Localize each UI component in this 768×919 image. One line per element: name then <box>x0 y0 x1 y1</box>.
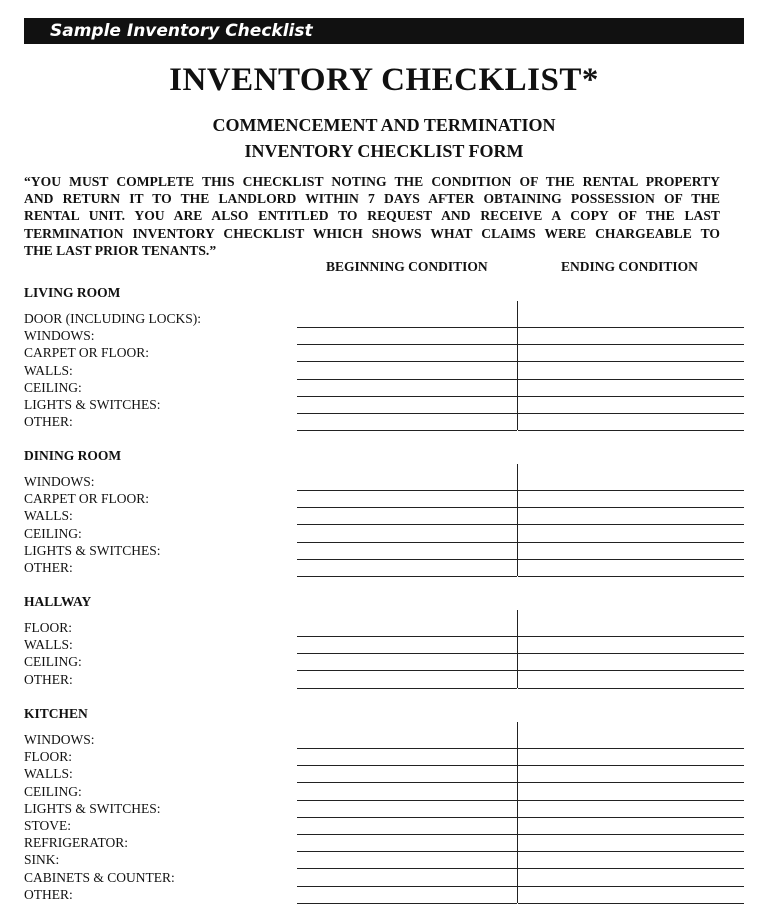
beginning-condition-line[interactable] <box>297 851 517 852</box>
ending-condition-line[interactable] <box>518 542 744 543</box>
beginning-condition-line[interactable] <box>297 765 517 766</box>
item-label: CEILING: <box>24 654 82 670</box>
column-divider <box>517 464 518 576</box>
item-label: FLOOR: <box>24 749 73 765</box>
item-label: CEILING: <box>24 525 82 541</box>
item-label: WALLS: <box>24 362 73 378</box>
beginning-condition-line[interactable] <box>297 430 517 431</box>
beginning-condition-line[interactable] <box>297 653 517 654</box>
beginning-condition-line[interactable] <box>297 327 517 328</box>
beginning-condition-line[interactable] <box>297 542 517 543</box>
item-label: OTHER: <box>24 671 73 687</box>
beginning-condition-line[interactable] <box>297 413 517 414</box>
beginning-condition-header: BEGINNING CONDITION <box>326 259 488 274</box>
section-title: LIVING ROOM <box>24 285 121 300</box>
column-divider <box>517 301 518 430</box>
item-label: SINK: <box>24 852 60 868</box>
ending-condition-line[interactable] <box>518 851 744 852</box>
notice-line: THE LAST PRIOR TENANTS.” <box>24 242 217 258</box>
ending-condition-line[interactable] <box>518 379 744 380</box>
ending-condition-line[interactable] <box>518 636 744 637</box>
ending-condition-line[interactable] <box>518 886 744 887</box>
item-label: WINDOWS: <box>24 474 95 489</box>
ending-condition-line[interactable] <box>518 576 744 577</box>
beginning-condition-line[interactable] <box>297 782 517 783</box>
ending-condition-line[interactable] <box>518 748 744 749</box>
ending-condition-line[interactable] <box>518 413 744 414</box>
beginning-condition-line[interactable] <box>297 361 517 362</box>
notice-line: “YOU MUST COMPLETE THIS CHECKLIST NOTING THE CONDITION OF THE RENTAL PROPERTY <box>24 174 720 189</box>
beginning-condition-line[interactable] <box>297 834 517 835</box>
ending-condition-line[interactable] <box>518 507 744 508</box>
ending-condition-line[interactable] <box>518 782 744 783</box>
item-label: OTHER: <box>24 414 73 430</box>
ending-condition-line[interactable] <box>518 653 744 654</box>
ending-condition-line[interactable] <box>518 765 744 766</box>
beginning-condition-line[interactable] <box>297 800 517 801</box>
beginning-condition-line[interactable] <box>297 490 517 491</box>
page-title: INVENTORY CHECKLIST* <box>169 62 599 98</box>
beginning-condition-line[interactable] <box>297 344 517 345</box>
beginning-condition-line[interactable] <box>297 670 517 671</box>
section-title: HALLWAY <box>24 594 92 609</box>
ending-condition-line[interactable] <box>518 834 744 835</box>
beginning-condition-line[interactable] <box>297 903 517 904</box>
ending-condition-line[interactable] <box>518 559 744 560</box>
beginning-condition-line[interactable] <box>297 507 517 508</box>
ending-condition-line[interactable] <box>518 396 744 397</box>
column-divider <box>517 722 518 903</box>
item-label: CEILING: <box>24 783 82 799</box>
ending-condition-line[interactable] <box>518 361 744 362</box>
item-label: FLOOR: <box>24 620 73 635</box>
beginning-condition-line[interactable] <box>297 559 517 560</box>
item-label: DOOR (INCLUDING LOCKS): <box>24 311 201 326</box>
beginning-condition-line[interactable] <box>297 748 517 749</box>
beginning-condition-line[interactable] <box>297 524 517 525</box>
ending-condition-line[interactable] <box>518 688 744 689</box>
item-label: WINDOWS: <box>24 328 95 344</box>
section-title: KITCHEN <box>24 706 88 721</box>
item-label: CEILING: <box>24 379 82 395</box>
item-label: OTHER: <box>24 560 73 575</box>
subtitle-line-2: INVENTORY CHECKLIST FORM <box>244 141 524 161</box>
beginning-condition-line[interactable] <box>297 886 517 887</box>
item-label: CARPET OR FLOOR: <box>24 491 150 507</box>
ending-condition-line[interactable] <box>518 490 744 491</box>
ending-condition-line[interactable] <box>518 430 744 431</box>
notice-line: TERMINATION INVENTORY CHECKLIST WHICH SHOWS WHAT CLAIMS WERE CHARGEABLE TO <box>24 225 720 241</box>
item-label: REFRIGERATOR: <box>24 835 129 851</box>
header-banner <box>24 18 744 44</box>
ending-condition-header: ENDING CONDITION <box>561 259 698 274</box>
ending-condition-line[interactable] <box>518 327 744 328</box>
beginning-condition-line[interactable] <box>297 576 517 577</box>
banner-title: Sample Inventory Checklist <box>50 21 313 41</box>
beginning-condition-line[interactable] <box>297 817 517 818</box>
ending-condition-line[interactable] <box>518 524 744 525</box>
item-label: LIGHTS & SWITCHES: <box>24 397 161 412</box>
item-label: WINDOWS: <box>24 732 95 747</box>
ending-condition-line[interactable] <box>518 903 744 904</box>
item-label: LIGHTS & SWITCHES: <box>24 800 161 816</box>
notice-paragraph <box>24 173 720 259</box>
ending-condition-line[interactable] <box>518 868 744 869</box>
subtitle-line-1: COMMENCEMENT AND TERMINATION <box>212 115 556 135</box>
item-label: WALLS: <box>24 508 73 524</box>
beginning-condition-line[interactable] <box>297 379 517 380</box>
section-title: DINING ROOM <box>24 448 122 463</box>
item-label: WALLS: <box>24 766 73 782</box>
item-label: CARPET OR FLOOR: <box>24 345 150 361</box>
ending-condition-line[interactable] <box>518 344 744 345</box>
item-label: STOVE: <box>24 818 72 833</box>
beginning-condition-line[interactable] <box>297 868 517 869</box>
item-label: OTHER: <box>24 886 73 902</box>
beginning-condition-line[interactable] <box>297 396 517 397</box>
beginning-condition-line[interactable] <box>297 636 517 637</box>
item-label: LIGHTS & SWITCHES: <box>24 542 161 558</box>
column-divider <box>517 610 518 688</box>
notice-line: RENTAL UNIT. YOU ARE ALSO ENTITLED TO REQUEST AND RECEIVE A COPY OF THE LAST <box>24 208 720 224</box>
ending-condition-line[interactable] <box>518 800 744 801</box>
ending-condition-line[interactable] <box>518 817 744 818</box>
ending-condition-line[interactable] <box>518 670 744 671</box>
item-label: CABINETS & COUNTER: <box>24 869 175 885</box>
notice-line: AND RETURN IT TO THE LANDLORD WITHIN 7 DAYS AFTER OBTAINING POSSESSION OF THE <box>24 191 720 207</box>
item-label: WALLS: <box>24 637 73 653</box>
beginning-condition-line[interactable] <box>297 688 517 689</box>
